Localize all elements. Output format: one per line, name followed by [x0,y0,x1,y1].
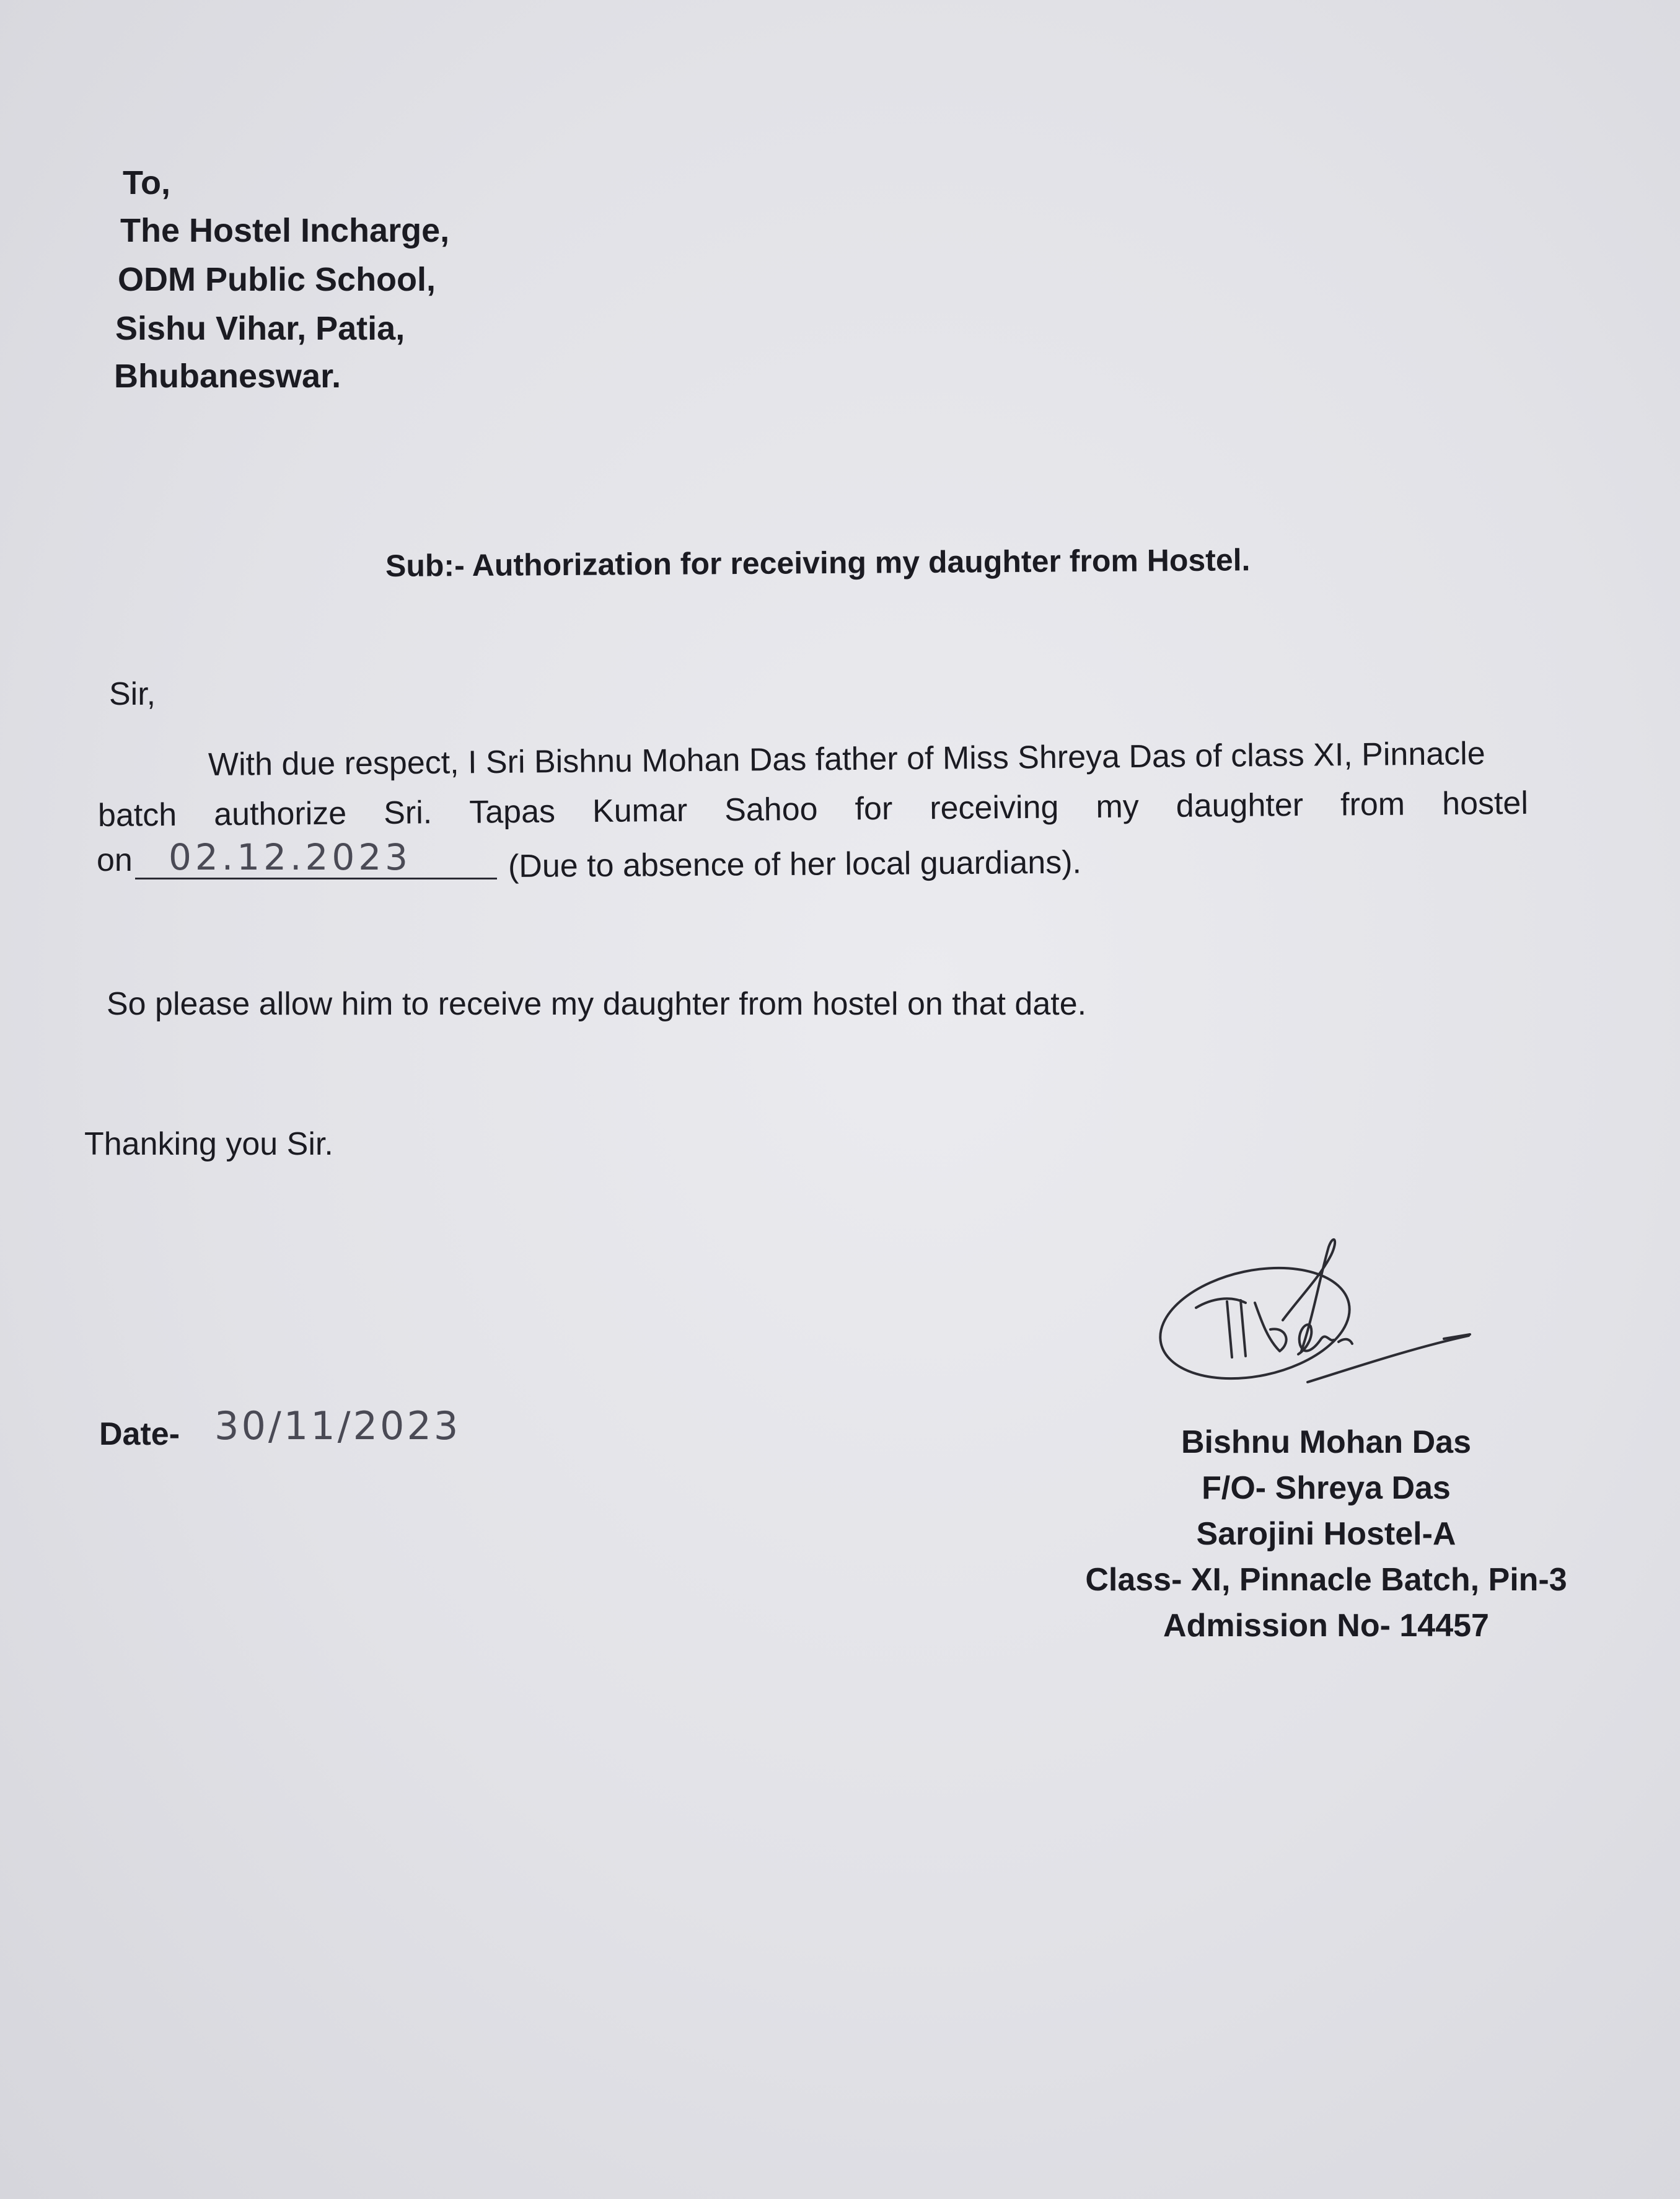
handwritten-letter-date: 30/11/2023 [214,1403,461,1448]
address-line-1: The Hostel Incharge, [120,212,450,249]
paragraph-1-line-3-suffix: (Due to absence of her local guardians). [508,844,1082,884]
handwritten-pickup-date: 02.12.2023 [169,836,412,878]
signatory-hostel: Sarojini Hostel-A [1196,1516,1456,1552]
word: from [1340,786,1405,823]
date-label: Date- [99,1416,180,1452]
word: for [855,790,893,827]
body-paragraph-2: So please allow him to receive my daughter from hostel on that date. [107,986,1087,1022]
word: Sri. [383,795,433,831]
closing-line: Thanking you Sir. [84,1126,333,1162]
word: batch [97,796,177,834]
address-to: To, [123,164,170,201]
paragraph-1-line-2 [98,787,1528,832]
word: receiving [930,789,1059,827]
signature-image [1153,1233,1500,1413]
address-line-2: ODM Public School, [118,261,436,298]
address-line-3: Sishu Vihar, Patia, [115,310,405,347]
signatory-class-info: Class- XI, Pinnacle Batch, Pin-3 [1085,1562,1567,1598]
word: Tapas [468,793,556,831]
signatory-relation: F/O- Shreya Das [1202,1470,1451,1506]
word: my [1096,788,1140,825]
signatory-admission: Admission No- 14457 [1163,1608,1489,1644]
signatory-name: Bishnu Mohan Das [1181,1424,1472,1460]
word: hostel [1441,785,1529,822]
word: Sahoo [724,791,818,829]
address-line-4: Bhubaneswar. [114,358,341,395]
subject-line: Sub:- Authorization for receiving my daughter from Hostel. [385,542,1251,583]
paragraph-1-line-3-prefix: on [97,842,133,878]
word: daughter [1176,787,1304,824]
word: authorize [213,795,347,833]
paragraph-1-line-1: With due respect, I Sri Bishnu Mohan Das father of Miss Shreya Das of class XI, Pinnacle [208,736,1485,783]
salutation: Sir, [109,676,156,712]
signatory-details [1016,1419,1636,1649]
word: Kumar [592,792,688,830]
